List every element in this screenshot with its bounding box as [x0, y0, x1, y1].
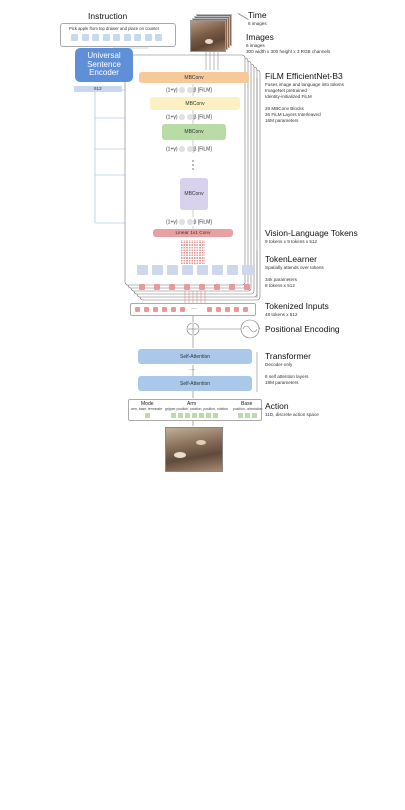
- action-mode-sub: arm, base, terminate: [131, 406, 163, 411]
- vl-tokens-sub: 9 tokens x 9 tokens x 512: [265, 239, 318, 244]
- film-layer-4: [166, 219, 212, 225]
- film-tag-1: [FiLM]: [197, 87, 212, 94]
- camera-image-stack: [190, 14, 230, 49]
- camera-image: [190, 20, 226, 52]
- action-base-sub: position, orientation: [233, 406, 263, 411]
- film-stats2: 26 FiLM Layers Interleaved: [265, 112, 321, 117]
- self-attention-block-bottom: Self-Attention: [138, 376, 252, 391]
- vision-language-token-grid: [181, 240, 205, 264]
- mbconv-block-3: MBConv: [162, 124, 226, 140]
- action-arm-label: Arm: [187, 401, 197, 407]
- film-tag-2: [FiLM]: [197, 114, 212, 121]
- action-base-label: Base: [241, 401, 253, 407]
- film-layer-3: [166, 146, 212, 152]
- film-stats1: 26 MBConv Blocks: [265, 106, 304, 111]
- action-box: [128, 399, 262, 421]
- film-gamma-2: (1+γ): [166, 114, 178, 121]
- linear-conv-block: Linear 1x1 Conv: [153, 229, 233, 237]
- action-arm-sub: gripper position, rotation, position, rotation: [165, 406, 229, 411]
- film-layer-2: [166, 114, 212, 120]
- film-gamma-3: (1+γ): [166, 146, 178, 153]
- images-title: Images: [246, 32, 274, 42]
- instruction-title: Instruction: [88, 11, 128, 21]
- transformer-ellipsis: ···: [189, 367, 195, 373]
- film-layer-1: [166, 87, 212, 93]
- transformer-sub2: 8 self attention layers: [265, 374, 309, 379]
- tokenlearner-sub3: 8 tokens x 512: [265, 283, 295, 288]
- film-title: FiLM EfficientNet-B3: [265, 71, 343, 81]
- film-beta-1: β: [193, 87, 197, 94]
- instruction-box: [60, 23, 176, 47]
- time-title: Time: [248, 10, 267, 20]
- tokenlearner-sub1: Spatially attends over tokens: [265, 265, 324, 270]
- film-beta-4: β: [193, 219, 197, 226]
- tokenized-ellipsis: ···: [191, 306, 197, 312]
- instruction-text: Pick apple from top drawer and place on counter: [69, 26, 160, 31]
- tokenized-sub: 48 tokens x 512: [265, 312, 298, 317]
- film-stats3: 16M parameters: [265, 118, 299, 123]
- tokenlearner-title: TokenLearner: [265, 254, 317, 264]
- positional-encoding-title: Positional Encoding: [265, 324, 340, 334]
- film-tag-3: [FiLM]: [197, 146, 212, 153]
- universal-sentence-encoder: Universal Sentence Encoder: [75, 48, 133, 82]
- vl-tokens-title: Vision-Language Tokens: [265, 228, 358, 238]
- self-attention-block-top: Self-Attention: [138, 349, 252, 364]
- film-desc1: Fuses image and language into tokens: [265, 82, 344, 87]
- mbconv-block-1: MBConv: [139, 72, 249, 83]
- film-beta-2: β: [193, 114, 197, 121]
- tokenlearner-sub2: 34k parameters: [265, 277, 297, 282]
- time-sub: 6 images: [248, 21, 267, 26]
- images-sub1: 6 images: [246, 43, 265, 48]
- action-sub: 11D, discrete action space: [265, 412, 319, 417]
- mbconv-block-4: MBConv: [180, 178, 208, 210]
- transformer-sub1: Decoder-only: [265, 362, 293, 367]
- robot-result-image: [165, 427, 223, 472]
- transformer-title: Transformer: [265, 351, 311, 361]
- instruction-tokens: [71, 34, 162, 41]
- film-desc2: ImageNet pretrained: [265, 88, 307, 93]
- tokenized-inputs-box: [130, 303, 256, 316]
- film-gamma-1: (1+γ): [166, 87, 178, 94]
- tokenlearner-outputs: [139, 284, 250, 290]
- film-tag-4: [FiLM]: [197, 219, 212, 226]
- film-beta-3: β: [193, 146, 197, 153]
- mbconv-block-2: MBConv: [150, 97, 240, 110]
- action-title: Action: [265, 401, 289, 411]
- use-dim: 512: [94, 86, 102, 91]
- action-mode-label: Mode: [141, 401, 154, 407]
- tokenized-title: Tokenized Inputs: [265, 301, 329, 311]
- film-desc3: Identity-initialized FiLM: [265, 94, 312, 99]
- tokenlearner-inputs: [137, 265, 253, 275]
- film-gamma-4: (1+γ): [166, 219, 178, 226]
- images-sub2: 300 width x 300 height x 3 RGB channels: [246, 49, 331, 54]
- transformer-sub3: 19M parameters: [265, 380, 299, 385]
